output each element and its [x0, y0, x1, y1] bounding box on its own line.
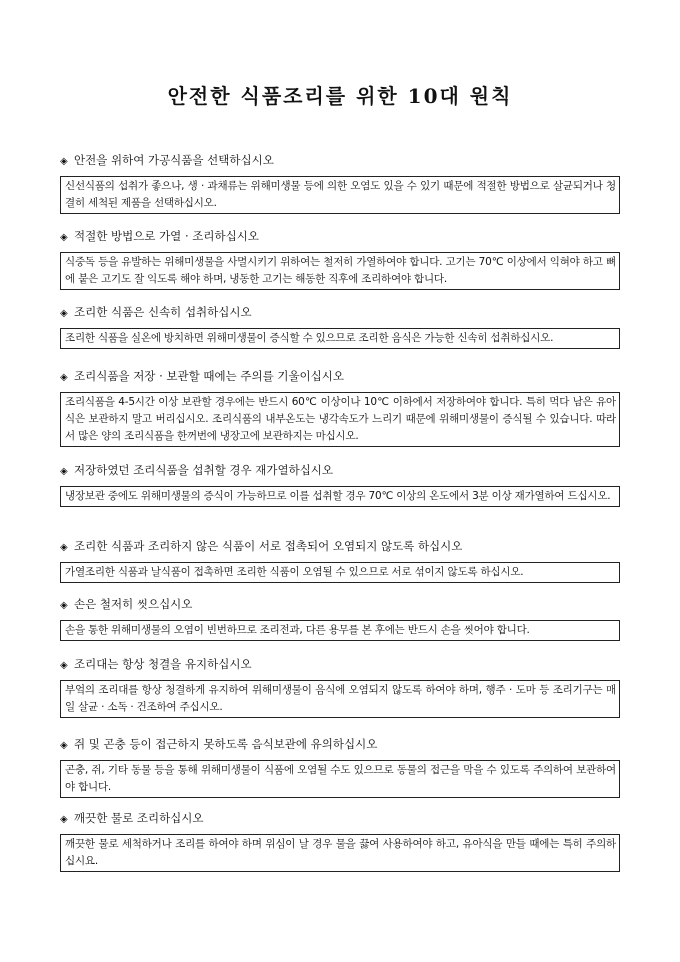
principle-heading — [60, 736, 620, 754]
principle-description: 가열조리한 식품과 날식품이 접촉하면 조리한 식품이 오염될 수 있으므로 서로 섞이지 않도록 하십시오. — [60, 562, 620, 583]
principle-item-8 — [60, 656, 620, 718]
diamond-bullet-icon: ◈ — [60, 308, 68, 319]
principle-item-5 — [60, 462, 620, 507]
diamond-bullet-icon: ◈ — [60, 814, 68, 825]
principle-description: 식중독 등을 유발하는 위해미생물을 사멸시키기 위하여는 철저히 가열하여야 합니다. 고기는 70℃ 이상에서 익혀야 하고 뼈에 붙은 고기도 잘 익도록 해야 하며, 냉동한 고기는 해동한 직후에 조리하여야 합니다. — [60, 252, 620, 290]
principle-item-9 — [60, 736, 620, 798]
principle-heading-text: 안전을 위하여 가공식품을 선택하십시오 — [74, 153, 274, 167]
principle-heading-text: 조리한 식품과 조리하지 않은 식품이 서로 접촉되어 오염되지 않도록 하십시오 — [74, 539, 463, 553]
principle-heading — [60, 810, 620, 828]
principle-description: 조리한 식품을 실온에 방치하면 위해미생물이 증식할 수 있으므로 조리한 음식은 가능한 신속히 섭취하십시오. — [60, 328, 620, 349]
principle-heading — [60, 462, 620, 480]
principle-heading — [60, 656, 620, 674]
principle-description: 부엌의 조리대를 항상 청결하게 유지하여 위해미생물이 음식에 오염되지 않도록 하여야 하며, 행주 · 도마 등 조리기구는 매일 살균 · 소독 · 건조하여 주십시오. — [60, 680, 620, 718]
diamond-bullet-icon: ◈ — [60, 660, 68, 671]
principle-heading-text: 손은 철저히 씻으십시오 — [74, 597, 193, 611]
principle-item-4 — [60, 368, 620, 447]
principle-heading-text: 쥐 및 곤충 등이 접근하지 못하도록 음식보관에 유의하십시오 — [74, 737, 378, 751]
principle-heading-text: 조리식품을 저장 · 보관할 때에는 주의를 기울이십시오 — [74, 369, 344, 383]
principle-description: 깨끗한 물로 세척하거나 조리를 하여야 하며 위심이 날 경우 물을 끓여 사용하여야 하고, 유아식을 만들 때에는 특히 주의하십시요. — [60, 834, 620, 872]
principle-item-3 — [60, 304, 620, 349]
principle-description: 신선식품의 섭취가 좋으나, 생 · 과채류는 위해미생물 등에 의한 오염도 있을 수 있기 때문에 적절한 방법으로 살균되거나 청결히 세척된 제품을 선택하십시오. — [60, 176, 620, 214]
principle-heading-text: 조리한 식품은 신속히 섭취하십시오 — [74, 305, 252, 319]
page-title: 안전한 식품조리를 위한 10대 원칙 — [167, 84, 513, 108]
principle-item-1 — [60, 152, 620, 214]
principle-heading-text: 적절한 방법으로 가열 · 조리하십시오 — [74, 229, 259, 243]
principle-heading — [60, 596, 620, 614]
diamond-bullet-icon: ◈ — [60, 600, 68, 611]
principle-item-10 — [60, 810, 620, 872]
principle-heading — [60, 228, 620, 246]
diamond-bullet-icon: ◈ — [60, 156, 68, 167]
principle-item-2 — [60, 228, 620, 290]
principle-description: 곤충, 쥐, 기타 동물 등을 통해 위해미생물이 식품에 오염될 수도 있으므로 동물의 접근을 막을 수 있도록 주의하여 보관하여야 합니다. — [60, 760, 620, 798]
principle-heading — [60, 538, 620, 556]
principle-description: 냉장보관 중에도 위해미생물의 증식이 가능하므로 이를 섭취할 경우 70℃ 이상의 온도에서 3분 이상 재가열하여 드십시오. — [60, 486, 620, 507]
principle-heading — [60, 304, 620, 322]
principle-heading — [60, 368, 620, 386]
principle-heading-text: 조리대는 항상 청결을 유지하십시오 — [74, 657, 252, 671]
diamond-bullet-icon: ◈ — [60, 232, 68, 243]
diamond-bullet-icon: ◈ — [60, 466, 68, 477]
principle-item-7 — [60, 596, 620, 641]
diamond-bullet-icon: ◈ — [60, 740, 68, 751]
principle-description: 조리식품을 4-5시간 이상 보관할 경우에는 반드시 60℃ 이상이나 10℃ 이하에서 저장하여야 합니다. 특히 먹다 남은 유아식은 보관하지 말고 버리십시오. 조리식품의 내부온도는 냉각속도가 느리기 때문에 위해미생물이 증식될 수 있습니다. 따라서 많은 양의 조리식품을 한꺼번에 냉장고에 보관하지는 마십시오. — [60, 392, 620, 447]
diamond-bullet-icon: ◈ — [60, 542, 68, 553]
diamond-bullet-icon: ◈ — [60, 372, 68, 383]
principle-heading-text: 깨끗한 물로 조리하십시오 — [74, 811, 204, 825]
principle-description: 손을 통한 위해미생물의 오염이 빈번하므로 조리전과, 다른 용무를 본 후에는 반드시 손을 씻어야 합니다. — [60, 620, 620, 641]
principle-item-6 — [60, 538, 620, 583]
principle-heading — [60, 152, 620, 170]
principle-heading-text: 저장하였던 조리식품을 섭취할 경우 재가열하십시오 — [74, 463, 334, 477]
